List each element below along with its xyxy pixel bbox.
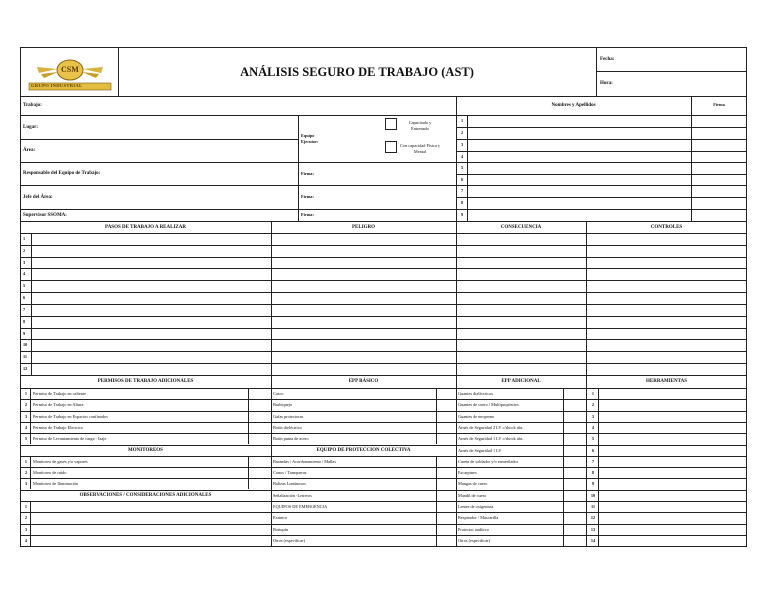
row-divider (20, 524, 271, 525)
row-divider (271, 456, 456, 457)
permiso-row-number: 1 (24, 391, 28, 396)
row-divider (456, 411, 747, 412)
monitoreo-row-number: 2 (24, 470, 28, 476)
pasos-header: PASOS DE TRABAJO A REALIZAR (105, 225, 186, 230)
peligro-header: PELIGRO (351, 225, 376, 230)
table-row-divider (20, 351, 747, 352)
row-divider (20, 456, 271, 457)
observaciones-title: OBSERVACIONES / CONSIDERACIONES ADICIONALES (79, 493, 212, 498)
step-row-number: 9 (23, 330, 26, 336)
row-divider (456, 433, 747, 434)
row-divider (456, 501, 747, 502)
herramienta-row-number: 8 (591, 470, 595, 476)
monitoreo-row-number: 3 (24, 481, 28, 487)
epc-item: Otros (especificar) (273, 537, 306, 543)
epp-adicional-item: Arnés de Seguridad 1 LV c/shock abs. (458, 436, 524, 442)
monitoreo-item: Monitoreo de Iluminación (33, 481, 79, 487)
team-row-number: 4 (461, 154, 464, 159)
controles-header: CONTROLES (650, 225, 683, 230)
step-row-number: 8 (23, 318, 26, 324)
capacidad-fisica-label: Con capacidad Física y Mental (400, 143, 440, 154)
permiso-row-number: 5 (24, 436, 28, 442)
row-divider (271, 524, 456, 525)
lugar-label: Lugar: (23, 125, 38, 130)
row-divider (456, 535, 747, 536)
team-row-number: 2 (461, 130, 464, 135)
responsable-label: Responsable del Equipo de Trabajo: (23, 171, 101, 176)
herramienta-row-number: 9 (591, 481, 595, 487)
team-row-number: 5 (461, 165, 464, 170)
page-title: ANÁLISIS SEGURO DE TRABAJO (AST) (240, 65, 474, 79)
team-row-number: 6 (461, 177, 464, 182)
step-row-number: 6 (23, 295, 26, 301)
herramienta-row-number: 12 (590, 515, 596, 521)
row-divider (271, 467, 456, 468)
monitoreo-row-number: 1 (24, 458, 28, 464)
epp-adicional-item: Otros (especificar) (458, 537, 491, 543)
logo-caption: GRUPO INDUSTRIAL (31, 83, 83, 88)
hora-label: Hora: (600, 81, 613, 86)
epp-adicional-item: Protector auditivo (458, 526, 489, 532)
herramienta-row-number: 5 (591, 436, 595, 442)
step-row-number: 4 (23, 271, 26, 277)
herramienta-row-number: 4 (591, 424, 595, 430)
epp-adicional-item: Respirador / Mascarilla (458, 515, 499, 521)
epp-basico-item: Barbiquejo (273, 402, 293, 408)
monitoreos-title: MONITOREOS (128, 448, 163, 453)
epc-item: Extintor (273, 515, 288, 521)
epp-adicional-item: Guantes de neopreno (458, 413, 495, 419)
row-divider (456, 422, 747, 423)
observacion-row-number: 1 (24, 504, 28, 509)
row-divider (20, 467, 271, 468)
row-divider (20, 422, 271, 423)
epp-adicional-item: Arnés de Seguridad 2 LV c/shock abs. (458, 424, 524, 430)
herramienta-row-number: 10 (590, 492, 596, 498)
row-divider (456, 467, 747, 468)
epc-title: EQUIPO DE PROTECCION COLECTIVA (316, 448, 411, 453)
herramienta-row-number: 11 (590, 504, 596, 509)
epc-item: Barandas / Acordonamiento / Mallas (273, 458, 337, 464)
herramienta-row-number: 2 (591, 402, 595, 408)
table-row-divider (20, 339, 747, 340)
herramienta-row-number: 1 (591, 391, 595, 396)
permiso-row-number: 4 (24, 424, 28, 430)
table-row-divider (20, 280, 747, 281)
team-row-number: 8 (461, 200, 464, 205)
observacion-row-number: 3 (24, 526, 28, 532)
row-divider (456, 445, 747, 446)
capacidad-fisica-checkbox[interactable] (385, 141, 397, 153)
permiso-row-number: 2 (24, 402, 28, 408)
supervisor-label: Supervisor SSOMA: (23, 213, 67, 218)
epp-basico-item: Gafas protectoras (273, 413, 304, 419)
table-row-divider (20, 245, 747, 246)
epp-basico-item: Botín punta de acero (273, 436, 309, 442)
permiso-row-number: 3 (24, 413, 28, 419)
epc-item: Señalización -Letreros (273, 492, 312, 498)
epp-basico-item: Casco (273, 391, 284, 396)
step-row-number: 10 (23, 342, 28, 348)
consecuencia-header: CONSECUENCIA (500, 225, 542, 230)
herramienta-row-number: 14 (590, 537, 596, 543)
herramientas-title: HERRAMIENTAS (645, 379, 688, 384)
jefe-label: Jefe del Área: (23, 195, 53, 200)
form-border (20, 47, 747, 547)
table-row-divider (20, 328, 747, 329)
capacitado-checkbox[interactable] (385, 118, 397, 130)
permiso-item: Permiso de Trabajo en Altura (33, 402, 84, 408)
nombres-header: Nombres y Apellidos (551, 103, 596, 108)
epp-adicional-item: Mangas de cuero (458, 481, 488, 487)
row-divider (271, 433, 456, 434)
row-divider (20, 512, 271, 513)
row-divider (20, 433, 271, 434)
row-divider (456, 512, 747, 513)
table-row-divider (20, 304, 747, 305)
step-row-number: 12 (23, 366, 28, 372)
table-row-divider (20, 292, 747, 293)
row-divider (271, 512, 456, 513)
team-row-number: 3 (461, 142, 464, 147)
team-row-number: 9 (461, 212, 464, 217)
area-label: Área: (23, 148, 36, 153)
team-row-number: 1 (461, 118, 464, 123)
firma-jefe-label: Firma: (301, 194, 314, 199)
equipo-ejecutor-label: Equipo Ejecutor: (301, 133, 319, 144)
epp-adicional-item: Lentes de oxigenista (458, 504, 494, 509)
firma-supervisor-label: Firma: (301, 212, 314, 217)
epc-item: Conos / Tranqueras (273, 470, 307, 476)
epp-basico-item: Botín dieléctrico (273, 424, 302, 430)
permiso-item: Permiso de Trabajo Electrico (33, 424, 84, 430)
row-divider (20, 478, 271, 479)
trabajo-label: Trabajo: (23, 103, 42, 108)
permiso-item: Permiso de Levantamiento de carga - Izaje (33, 436, 107, 442)
row-divider (271, 399, 456, 400)
monitoreo-item: Monitoreo de gases y/o vapores (33, 458, 88, 464)
table-row-divider (20, 363, 747, 364)
observacion-row-number: 2 (24, 515, 28, 521)
logo (27, 57, 113, 91)
herramienta-row-number: 7 (591, 458, 595, 464)
row-divider (271, 490, 456, 491)
epp-adicional-item: Arnés de Seguridad 1 LV (458, 447, 502, 453)
row-divider (20, 445, 271, 446)
epp-adicional-item: Escarpines (458, 470, 477, 476)
row-divider (271, 535, 456, 536)
fecha-label: Fecha: (600, 57, 615, 62)
permiso-item: Permiso de Trabajo en caliente (33, 391, 86, 396)
row-divider (456, 490, 747, 491)
row-divider (456, 478, 747, 479)
firma-responsable-label: Firma: (301, 171, 314, 176)
epp-adicional-item: Careta de soldador y/o esmerilador (458, 458, 519, 464)
row-divider (456, 456, 747, 457)
step-row-number: 11 (23, 354, 28, 360)
row-divider (456, 399, 747, 400)
team-row-number: 7 (461, 188, 464, 193)
epc-item: Balizas Luminosos (273, 481, 306, 487)
epp-basico-title: EPP BÁSICO (348, 379, 379, 384)
row-divider (20, 535, 271, 536)
herramienta-row-number: 3 (591, 413, 595, 419)
row-divider (271, 445, 456, 446)
row-divider (20, 399, 271, 400)
table-row-divider (20, 257, 747, 258)
row-divider (271, 422, 456, 423)
epp-adicional-title: EPP ADICIONAL (501, 379, 541, 384)
permisos-title: PERMISOS DE TRABAJO ADICIONALES (97, 379, 194, 384)
row-divider (456, 524, 747, 525)
monitoreo-item: Monitoreo de ruido (33, 470, 67, 476)
table-row-divider (20, 268, 747, 269)
step-row-number: 7 (23, 306, 26, 312)
row-divider (271, 478, 456, 479)
logo-monogram: CSM (61, 65, 79, 74)
epp-adicional-item: Guantes dieléctricos (458, 391, 493, 396)
table-row-divider (20, 316, 747, 317)
permiso-item: Permiso de Trabajo en Espacios confinados (33, 413, 108, 419)
epc-item: EQUIPOS DE EMERGENCIA (273, 504, 328, 509)
step-row-number: 3 (23, 259, 26, 265)
row-divider (20, 501, 271, 502)
herramienta-row-number: 6 (591, 447, 595, 453)
row-divider (271, 411, 456, 412)
epp-adicional-item: Mandil de cuero (458, 492, 487, 498)
row-divider (20, 490, 271, 491)
step-row-number: 1 (23, 236, 26, 241)
row-divider (20, 411, 271, 412)
step-row-number: 2 (23, 247, 26, 253)
herramienta-row-number: 13 (590, 526, 596, 532)
capacitado-label: Capacitado y Entrenado (408, 120, 432, 131)
firma-header: Firma (713, 102, 725, 107)
epc-item: Botiquín (273, 526, 289, 532)
epp-adicional-item: Guantes de cuero / Multipropósitos (458, 402, 519, 408)
step-row-number: 5 (23, 283, 26, 289)
row-divider (271, 501, 456, 502)
observacion-row-number: 4 (24, 537, 28, 543)
